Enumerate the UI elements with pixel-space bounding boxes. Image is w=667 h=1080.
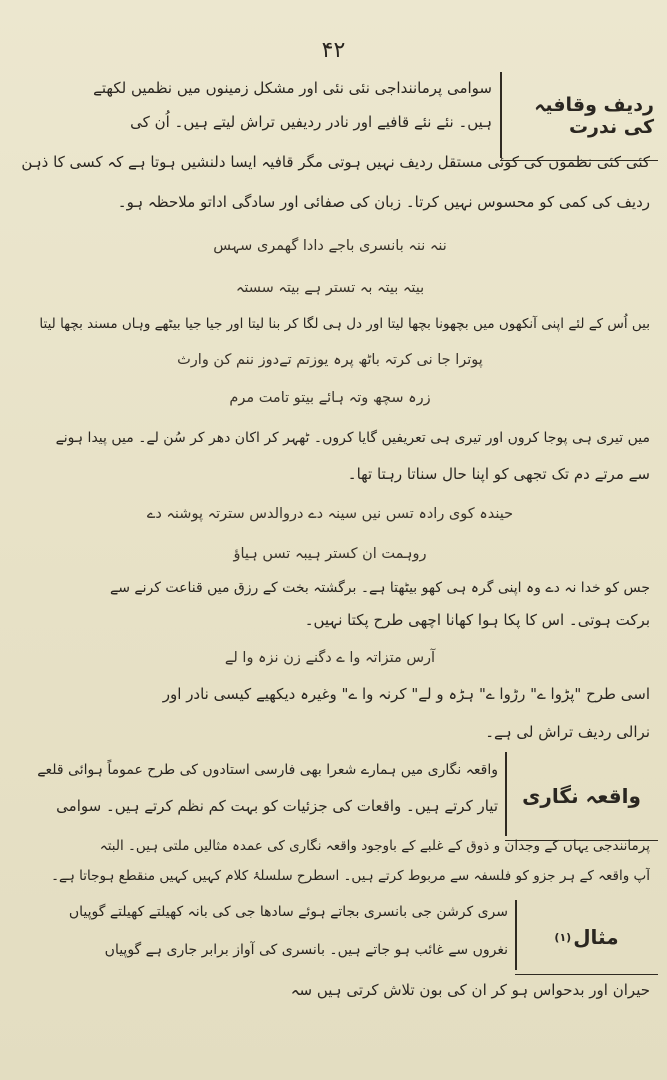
text-line: ردیف کی کمی کو محسوس نہیں کرتا۔ زبان کی صفائی اور سادگی اداتو ملاحظہ ہو۔ <box>117 193 650 211</box>
text-line: سے مرتے دم تک تجھی کو اپنا حال سناتا رہتا تھا۔ <box>347 465 650 483</box>
heading-radif: ردیف وقافیہ کی ندرت <box>534 94 654 138</box>
text-line: آپ واقعہ کے ہر جزو کو فلسفہ سے مربوط کرتے ہیں۔ اسطرح سلسلۂ کلام کہیں کہیں منقطع ہوجاتا ہے۔ <box>51 868 650 884</box>
text-line: میں تیری ہی پوجا کروں اور تیری ہی تعریفیں گایا کروں۔ ٹھہر کر اکان دھر کر سُن لے۔ میں پیدا ہونے <box>55 430 650 446</box>
text-line: واقعہ نگاری میں ہمارے شعرا بھی فارسی استادوں کی طرح عموماً ہوائی قلعے <box>37 762 498 778</box>
text-line: کئی کئی نظموں کی کوئی مستقل ردیف نہیں ہوتی مگر قافیہ ایسا دلنشیں ہوتا ہے کہ کسی کا ذہن <box>21 153 650 171</box>
heading-misal-box <box>515 900 658 975</box>
verse-line: آرس متزاتہ وا ے دگنے زن نزہ وا لے <box>224 650 436 666</box>
verse-line: بیتہ بیتہ بہ تستر ہے بیتہ سستہ <box>235 280 425 296</box>
heading-waqia: واقعہ نگاری <box>522 784 641 808</box>
page-number: ۴۲ <box>321 38 346 63</box>
text-line: ہیں۔ نئے نئے قافیے اور نادر ردیفیں تراش لیتے ہیں۔ اُن کی <box>130 113 492 131</box>
text-line: برکت ہوتی۔ اس کا پکا ہوا کھانا اچھی طرح پکتا نہیں۔ <box>304 611 650 629</box>
text-line: بیں اُس کے لئے اپنی آنکھوں میں بچھونا بچھا لیتا اور دل ہی لگا کر بنا لیتا اور جیا جیا بیٹھے وہاں مسند بچھا لیتا <box>39 316 650 332</box>
text-line: سوامی پرماننداجی نئی نئی اور مشکل زمینوں میں نظمیں لکھتے <box>93 79 492 97</box>
heading-misal: مثال <box>573 925 619 949</box>
text-line: سری کرشن جی بانسری بجاتے ہوئے سادھا جی کی بانہ کھیلتے کھیلتے گوپیاں <box>68 904 508 920</box>
verse-line: ننہ ننہ بانسری باجے دادا گھمری سہس <box>213 238 447 254</box>
text-line: حیران اور بدحواس ہو کر ان کی بون تلاش کرتی ہیں سہ <box>290 981 650 999</box>
verse-line: زرہ سچھ وتہ ہائے بیتو تامت مرم <box>229 390 431 406</box>
verse-line: روہمت ان کستر ہیبہ تسں ہیاؤ <box>233 546 427 562</box>
verse-line: حیندہ کوی رادہ تسں نیں سینہ دے دروالدس سترتہ پوشنہ دے <box>146 506 514 522</box>
footnote-marker: (۱) <box>554 930 572 944</box>
text-line: پرمانندجی یہاں کے وجدان و ذوق کے غلبے کے باوجود واقعہ نگاری کی عمدہ مثالیں ملتی ہیں۔ البتہ <box>99 838 650 854</box>
text-line: جس کو خدا نہ دے وہ اپنی گرہ ہی کھو بیٹھتا ہے۔ برگشتہ بخت کے رزق میں قناعت کرنے سے <box>110 580 650 596</box>
text-line: تیار کرتے ہیں۔ واقعات کی جزئیات کو بہت کم نظم کرتے ہیں۔ سوامی <box>56 797 498 815</box>
text-line: نرالی ردیف تراش لی ہے۔ <box>485 723 650 741</box>
text-line: نغروں سے غائب ہو جاتے ہیں۔ بانسری کی آواز برابر جاری ہے گوپیاں <box>104 942 508 958</box>
heading-waqia-box <box>505 752 658 841</box>
text-line: اسی طرح "پڑوا ے" رڑوا ے" ہڑہ و لے" کرنہ وا ے" وغیرہ دیکھیے کیسی نادر اور <box>162 685 650 703</box>
verse-line: پوترا جا نی کرتہ باٹھ پرہ یوزتم تےدوز ننم کن وارث <box>177 352 483 368</box>
